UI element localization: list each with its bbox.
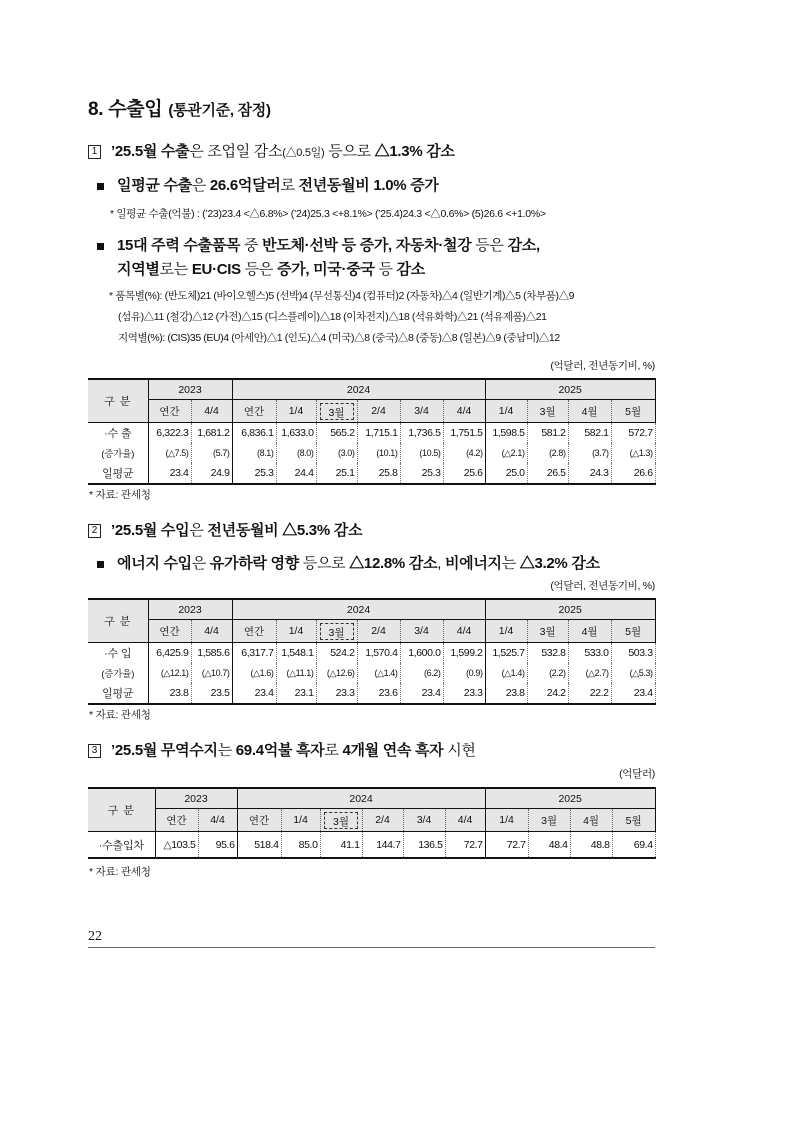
table-body [88,423,655,485]
table-row [88,683,655,704]
period-label: 4/4 [204,625,219,637]
bullet-text: 등은 [240,261,277,278]
year-header: 2024 [232,379,485,400]
period-header [443,400,485,423]
row-label: ·수 입 [88,643,148,664]
table-body [88,643,655,705]
period-label: 4/4 [210,814,225,826]
period-header [148,620,191,643]
table-cell: 24.4 [276,463,316,484]
table-cell: 1,585.6 [191,643,232,664]
table-cell: 26.5 [527,463,568,484]
year-header: 2023 [148,379,232,400]
heading-text: △1.3% 감소 [374,143,455,160]
row-label: (증가율) [88,663,148,683]
table-cell: (△1.6) [232,663,276,683]
period-label: 4/4 [456,625,472,637]
table-cell: (0.9) [443,663,485,683]
table-cell: 1,736.5 [400,423,443,444]
period-header [191,620,232,643]
section-title-sub: (통관기준, 잠정) [168,102,271,119]
period-header [357,620,400,643]
table-cell: 72.7 [485,832,528,859]
table-unit: (억달러) [619,768,655,780]
trade-balance-table [88,787,656,859]
period-header-row [88,620,655,643]
heading-text: ’25.5월 무역수지 [111,742,218,759]
table-row [88,643,655,664]
bullet-text: △3.2% 감소 [519,555,600,572]
bullet-text: 유가하락 영향 [209,555,299,572]
table-cell: (△1.4) [357,663,400,683]
period-header [198,809,237,832]
bullet-text: 중 [240,237,263,254]
period-header [400,620,443,643]
page-footer [88,928,655,948]
bullet-text: 로 [280,177,299,194]
heading-text: 69.4억불 흑자 [235,742,325,759]
period-label: 3/4 [414,625,429,637]
period-header-row [88,400,655,423]
bullet-square-icon [97,243,104,250]
heading-text: ’25.5월 수출 [111,143,190,160]
bullet-square-icon [97,561,104,568]
period-label: 4/4 [457,814,473,826]
period-label: 연간 [243,625,265,638]
period-label: 1/4 [499,814,514,826]
table-cell: (△12.6) [316,663,357,683]
table-unit: (억달러, 전년동기비, %) [550,360,655,372]
period-label: 2/4 [375,814,390,826]
year-header-row [88,788,655,809]
table-cell: 23.6 [357,683,400,704]
period-header [237,809,281,832]
table-row [88,663,655,683]
table-cell: 144.7 [362,832,403,859]
period-label: 연간 [248,814,270,827]
note-line: * 품목별(%): (반도체)21 (바이오헬스)5 (선박)4 (무선통신)4 (컴퓨터)2 (자동차)△4 (일반기계)△5 (차부품)△9 [109,290,575,302]
row-label: ·수출입차 [88,832,155,859]
table-cell: 69.4 [612,832,655,859]
heading-text: 등으로 [324,143,375,160]
period-header [612,809,655,832]
period-label: 4월 [581,405,598,418]
table-cell: 524.2 [316,643,357,664]
table-cell: 136.5 [403,832,445,859]
bullet-text: 반도체·선박 등 증가, 자동차·철강 [262,237,472,254]
table-cell: (△1.4) [485,663,527,683]
table-cell: (8.1) [232,443,276,463]
section-title [88,97,655,123]
table-cell: 25.3 [400,463,443,484]
row-label: ·수 출 [88,423,148,444]
table-cell: 23.1 [276,683,316,704]
year-header: 2023 [148,599,232,620]
category-header: 구 분 [88,788,155,832]
table-cell: 41.1 [320,832,362,859]
heading-text: 시현 [443,742,476,759]
table-cell: 23.4 [232,683,276,704]
table-cell: 6,322.3 [148,423,191,444]
bullet-daily-exports [88,174,655,198]
period-header [527,400,568,423]
period-header [281,809,320,832]
table-cell: 48.4 [528,832,570,859]
period-label: 4/4 [456,405,472,417]
bullet-major-items [88,234,655,282]
period-label: 4/4 [204,405,219,417]
table-cell: 23.4 [611,683,655,704]
table-cell: (△11.1) [276,663,316,683]
year-header: 2025 [485,379,655,400]
bullet-energy-imports [88,552,655,576]
bullet-text: 감소 [396,261,425,278]
period-header [232,620,276,643]
table-cell: 1,751.5 [443,423,485,444]
bullet-text: 15대 주력 수출품목 [117,237,241,254]
table-cell: 6,317.7 [232,643,276,664]
bullet-square-icon [97,183,104,190]
period-label: 5월 [625,814,642,827]
year-header-row [88,599,655,620]
bullet-text: 는 [501,555,520,572]
period-label: 3/4 [414,405,429,417]
table-cell: 23.3 [316,683,357,704]
table-cell: (△12.1) [148,663,191,683]
year-header: 2023 [155,788,237,809]
period-header [232,400,276,423]
heading-text: 은 조업일 감소 [189,143,283,160]
table-cell: 572.7 [611,423,655,444]
table-cell: 25.1 [316,463,357,484]
table-cell: 518.4 [237,832,281,859]
table-cell: 1,570.4 [357,643,400,664]
period-label: 4월 [583,814,600,827]
row-label: (증가율) [88,443,148,463]
table-row [88,463,655,484]
table-cell: 1,715.1 [357,423,400,444]
year-header: 2024 [232,599,485,620]
page-number: 22 [88,929,102,944]
period-header [362,809,403,832]
period-header [148,400,191,423]
period-header [485,400,527,423]
table-cell: 24.2 [527,683,568,704]
table-cell: (△10.7) [191,663,232,683]
period-header [316,620,357,643]
table-cell: 503.3 [611,643,655,664]
period-label: 4월 [581,625,598,638]
table-cell: 23.5 [191,683,232,704]
table-header [88,599,655,643]
period-header [611,620,655,643]
note-line: 지역별(%): (CIS)35 (EU)4 (아세안)△1 (인도)△4 (미국)△8 (중국)△8 (중동)△8 (일본)△9 (중남미)△12 [118,332,560,344]
table-cell: 72.7 [445,832,485,859]
period-label: 1/4 [293,814,308,826]
table-source: * 자료: 관세청 [89,489,151,501]
period-header [570,809,612,832]
table-header [88,788,655,832]
period-label: 연간 [243,405,265,418]
table-cell: 565.2 [316,423,357,444]
period-header [403,809,445,832]
period-header [527,620,568,643]
table-cell: (2.2) [527,663,568,683]
table-cell: 1,598.5 [485,423,527,444]
table-cell: 23.8 [485,683,527,704]
year-header-row [88,379,655,400]
table-source: * 자료: 관세청 [89,709,151,721]
heading-text: 은 [189,522,208,539]
bullet-line [117,258,655,282]
table-cell: 23.3 [443,683,485,704]
table-cell: 25.3 [232,463,276,484]
period-header [485,620,527,643]
table-cell: 23.4 [148,463,191,484]
heading-text: 4개월 연속 흑자 [342,742,444,759]
section-number-box: 2 [88,524,101,538]
imports-table [88,598,656,705]
heading-text: (△0.5일) [282,147,325,159]
year-header: 2025 [485,788,655,809]
period-header [357,400,400,423]
table-cell: 85.0 [281,832,320,859]
period-label: 1/4 [288,625,304,637]
year-header: 2024 [237,788,485,809]
bullet-text: 감소, [507,237,540,254]
section-number-box: 1 [88,145,101,159]
row-label: 일평균 [88,683,148,704]
period-label: 2/4 [371,405,386,417]
bullet-line [117,234,655,258]
section-title-main: 8. 수출입 [88,99,163,120]
table-cell: (4.2) [443,443,485,463]
table-row [88,423,655,444]
period-label: 2/4 [371,625,386,637]
section-number-box: 3 [88,744,101,758]
table-cell: 1,599.2 [443,643,485,664]
period-label: 3/4 [416,814,432,826]
table-cell: (10.5) [400,443,443,463]
table-cell: 23.4 [400,683,443,704]
note-line: (섬유)△11 (철강)△12 (가전)△15 (디스플레이)△18 (이차전지)△18 (석유화학)△21 (석유제품)△21 [118,311,547,323]
bullet-text: 26.6억달러 [209,177,281,194]
highlighted-period-label: 3월 [320,623,354,640]
table-cell: (△2.7) [568,663,611,683]
highlighted-period-label: 3월 [320,403,354,420]
daily-exports-note: * 일평균 수출(억불) : (’23)23.4 <△6.8%> (’24)25.3 <+8.1%> (’25.4)24.3 <△0.6%> (5)26.6 <+1.0%> [110,208,546,220]
year-header: 2025 [485,599,655,620]
table-cell: (△7.5) [148,443,191,463]
table-body [88,832,655,859]
import-heading [88,519,655,543]
table-cell: 95.6 [198,832,237,859]
highlighted-period-label: 3월 [324,812,358,829]
bullet-text: 등은 [471,237,508,254]
table-cell: 581.2 [527,423,568,444]
table-cell: 533.0 [568,643,611,664]
exports-table [88,378,656,485]
bullet-text: 일평균 수출 [117,177,192,194]
period-label: 3월 [541,814,558,827]
period-label: 연간 [166,814,187,827]
table-cell: 6,836.1 [232,423,276,444]
bullet-text: 은 [191,177,210,194]
table-cell: 23.8 [148,683,191,704]
period-label: 연간 [159,625,180,638]
table-cell: (△1.3) [611,443,655,463]
period-header [528,809,570,832]
table-cell: (8.0) [276,443,316,463]
period-header [568,620,611,643]
items-regions-note [88,286,655,349]
period-header [443,620,485,643]
table-cell: 24.3 [568,463,611,484]
period-header [155,809,198,832]
table-cell: (3.7) [568,443,611,463]
table-cell: △103.5 [155,832,198,859]
trade-balance-heading [88,739,655,763]
period-header [316,400,357,423]
period-label: 1/4 [498,625,514,637]
period-header-row [88,809,655,832]
bullet-text: 에너지 수입 [117,555,192,572]
period-header [485,809,528,832]
bullet-text: , [437,555,445,572]
period-label: 3월 [539,405,556,418]
bullet-text: 로는 [159,261,192,278]
table-cell: 6,425.9 [148,643,191,664]
period-label: 3월 [539,625,556,638]
table-cell: 25.6 [443,463,485,484]
table-cell: (△5.3) [611,663,655,683]
category-header: 구 분 [88,599,148,643]
heading-text: 는 [217,742,236,759]
period-header [191,400,232,423]
category-header: 구 분 [88,379,148,423]
period-label: 5월 [625,625,642,638]
table-cell: 25.8 [357,463,400,484]
period-header [611,400,655,423]
period-label: 1/4 [288,405,304,417]
period-header [276,400,316,423]
table-unit: (억달러, 전년동기비, %) [550,580,655,592]
table-source: * 자료: 관세청 [89,866,151,878]
table-cell: 1,633.0 [276,423,316,444]
table-cell: 25.0 [485,463,527,484]
period-header [400,400,443,423]
bullet-text: EU·CIS [191,261,241,278]
table-cell: 1,525.7 [485,643,527,664]
table-cell: 1,681.2 [191,423,232,444]
table-cell: 582.1 [568,423,611,444]
table-cell: 1,548.1 [276,643,316,664]
period-label: 1/4 [498,405,514,417]
table-cell: 22.2 [568,683,611,704]
table-header [88,379,655,423]
table-cell: (5.7) [191,443,232,463]
table-row [88,832,655,859]
table-cell: (△2.1) [485,443,527,463]
period-header [276,620,316,643]
row-label: 일평균 [88,463,148,484]
bullet-text: 비에너지 [444,555,502,572]
bullet-text: 은 [191,555,210,572]
heading-text: 로 [324,742,343,759]
period-header [568,400,611,423]
table-cell: 48.8 [570,832,612,859]
bullet-text: 등으로 [298,555,350,572]
heading-text: 전년동월비 △5.3% 감소 [207,522,363,539]
period-header [445,809,485,832]
table-cell: 26.6 [611,463,655,484]
period-header [320,809,362,832]
document-page [88,97,655,948]
heading-text: ’25.5월 수입 [111,522,190,539]
table-cell: (6.2) [400,663,443,683]
table-cell: (2.8) [527,443,568,463]
table-cell: 532.8 [527,643,568,664]
period-label: 연간 [159,405,180,418]
table-cell: (10.1) [357,443,400,463]
bullet-text: 지역별 [117,261,160,278]
table-row [88,443,655,463]
table-cell: 24.9 [191,463,232,484]
bullet-text: △12.8% 감소 [349,555,438,572]
bullet-text: 등 [374,261,397,278]
period-label: 5월 [625,405,642,418]
bullet-text: 전년동월비 1.0% 증가 [298,177,439,194]
table-cell: (3.0) [316,443,357,463]
bullet-text: 증가, 미국·중국 [277,261,375,278]
export-heading [88,140,655,164]
table-cell: 1,600.0 [400,643,443,664]
